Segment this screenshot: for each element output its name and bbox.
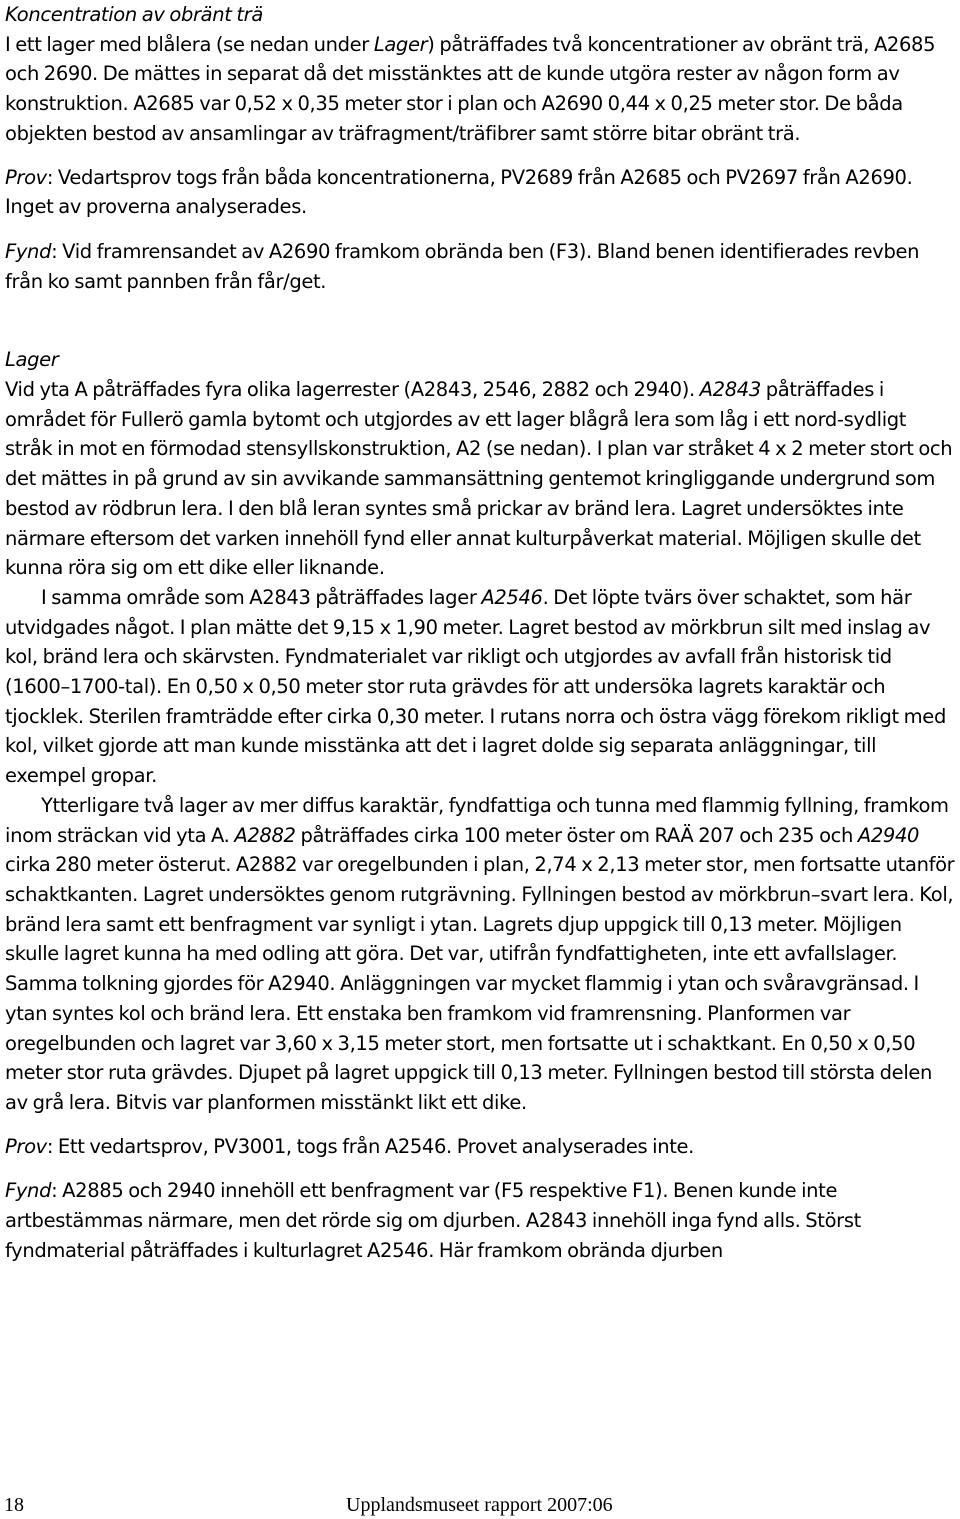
italic-ref-a2882: A2882 (234, 823, 296, 847)
text-run: I ett lager med blålera (se nedan under (5, 32, 374, 56)
text-run: . Det löpte tvärs över schaktet, som här utvidgades något. I plan mätte det 9,15 x 1,90 meter. Lagret bestod av mörkbrun silt med inslag av kol, bränd lera och skärvsten. Fyndmaterialet var rikligt och utgjordes av avfall från historisk tid (1600–1700-tal). En 0,50 x 0,50 meter stor ruta grävdes för att undersöka lagrets karaktär och tjocklek. Sterilen framträdde efter cirka 0,30 meter. I rutans norra och östra vägg förekom rikligt med kol, vilket gjorde att man kunde misstänka att det i lagret dolde sig separata anläggningar, till exempel gropar. (5, 585, 946, 788)
italic-ref-a2843: A2843 (699, 378, 761, 402)
page-number: 18 (4, 1494, 24, 1516)
text-run: ) påträffades två koncentrationer av obränt trä, A2685 och 2690. De mättes in separat då det misstänktes att de kunde utgöra rester av någon form av konstruktion. A2685 var 0,52 x 0,35 meter stor i plan och A2690 0,44 x 0,25 meter stor. De båda objekten bestod av ansamlingar av träfragment/träfibrer samt större bitar obränt trä. (5, 32, 936, 145)
section-heading-koncentration: Koncentration av obränt trä (5, 3, 263, 26)
fynd-text: : Vid framrensandet av A2690 framkom obrända ben (F3). Bland benen identifierades revben från ko samt pannben från får/get. (5, 239, 920, 293)
prov-text: : Vedartsprov togs från båda koncentrationerna, PV2689 från A2685 och PV2697 från A2690. Inget av proverna analyserades. (5, 165, 913, 219)
text-run: Ytterligare två lager av mer diffus karaktär, fyndfattiga och tunna med flammig fyllning, framkom inom sträckan vid yta A. (5, 793, 949, 847)
prov-label: Prov (5, 1134, 47, 1158)
prov-label: Prov (5, 165, 47, 189)
fynd-label: Fynd (5, 1179, 52, 1203)
italic-ref-a2940: A2940 (857, 823, 920, 847)
fynd-text: : A2885 och 2940 innehöll ett benfragment var (F5 respektive F1). Benen kunde inte artbestämmas närmare, men det rörde sig om djurben. A2843 innehöll inga fynd alls. Störst fyndmaterial påträffades i kulturlagret A2546. Här framkom obrända djurben (5, 1179, 861, 1262)
section-koncentration (5, 0, 955, 149)
text-run: Vid yta A påträffades fyra olika lagerrester (A2843, 2546, 2882 och 2940). (5, 378, 700, 402)
paragraph-lager-3 (5, 791, 955, 1118)
section-lager (5, 345, 955, 1117)
text-run: I samma område som A2843 påträffades lager (41, 585, 482, 609)
text-run: cirka 280 meter österut. A2882 var oregelbunden i plan, 2,74 x 2,13 meter stor, men fortsatte utanför schaktkanten. Lagret undersöktes genom rutgrävning. Fyllningen bestod av mörkbrun–svart lera. Kol, bränd lera samt ett benfragment var synligt i ytan. Lagrets djup uppgick till 0,13 meter. Möjligen skulle lagret kunna ha med odling att göra. Det var, utifrån fyndfattigheten, inte ett avfallslager. Samma tolkning gjordes för A2940. Anläggningen var mycket flammig i ytan och svåravgränsad. I ytan syntes kol och bränd lera. Ett enstaka ben framkom vid framrensning. Planformen var oregelbunden och lagret var 3,60 x 3,15 meter stort, men fortsatte ut i schaktkant. En 0,50 x 0,50 meter stor ruta grävdes. Djupet på lagret uppgick till 0,13 meter. Fyllningen bestod till största delen av grå lera. Bitvis var planformen misstänkt likt ett dike. (5, 853, 955, 1114)
italic-ref-lager: Lager (373, 32, 428, 56)
prov-text: : Ett vedartsprov, PV3001, togs från A2546. Provet analyserades inte. (46, 1134, 695, 1158)
fynd-label: Fynd (5, 239, 52, 263)
text-run: påträffades cirka 100 meter öster om RAÄ 207 och 235 och (295, 823, 858, 847)
paragraph-lager-2 (5, 583, 955, 791)
prov-paragraph-1 (5, 163, 955, 222)
section-heading-lager: Lager (5, 348, 59, 372)
paragraph-koncentration (5, 30, 955, 149)
report-page (5, 0, 955, 1265)
paragraph-lager-1 (5, 375, 955, 583)
fynd-paragraph-1 (5, 237, 955, 296)
italic-ref-a2546: A2546 (481, 585, 543, 609)
report-source: Upplandsmuseet rapport 2007:06 (346, 1494, 613, 1516)
fynd-paragraph-2 (5, 1176, 955, 1265)
text-run: påträffades i området för Fullerö gamla bytomt och utgjordes av ett lager blågrå lera som låg i ett nord-sydligt stråk in mot en förmodad stensyllskonstruktion, A2 (se nedan). I plan var stråket 4 x 2 meter stort och det mättes in på grund av sin avvikande sammansättning gentemot kringliggande undergrund som bestod av rödbrun lera. I den blå leran syntes små prickar av bränd lera. Lagret undersöktes inte närmare eftersom det varken innehöll fynd eller annat kulturpåverkat material. Möjligen skulle det kunna röra sig om ett dike eller liknande. (5, 378, 953, 580)
prov-paragraph-2 (5, 1132, 955, 1162)
